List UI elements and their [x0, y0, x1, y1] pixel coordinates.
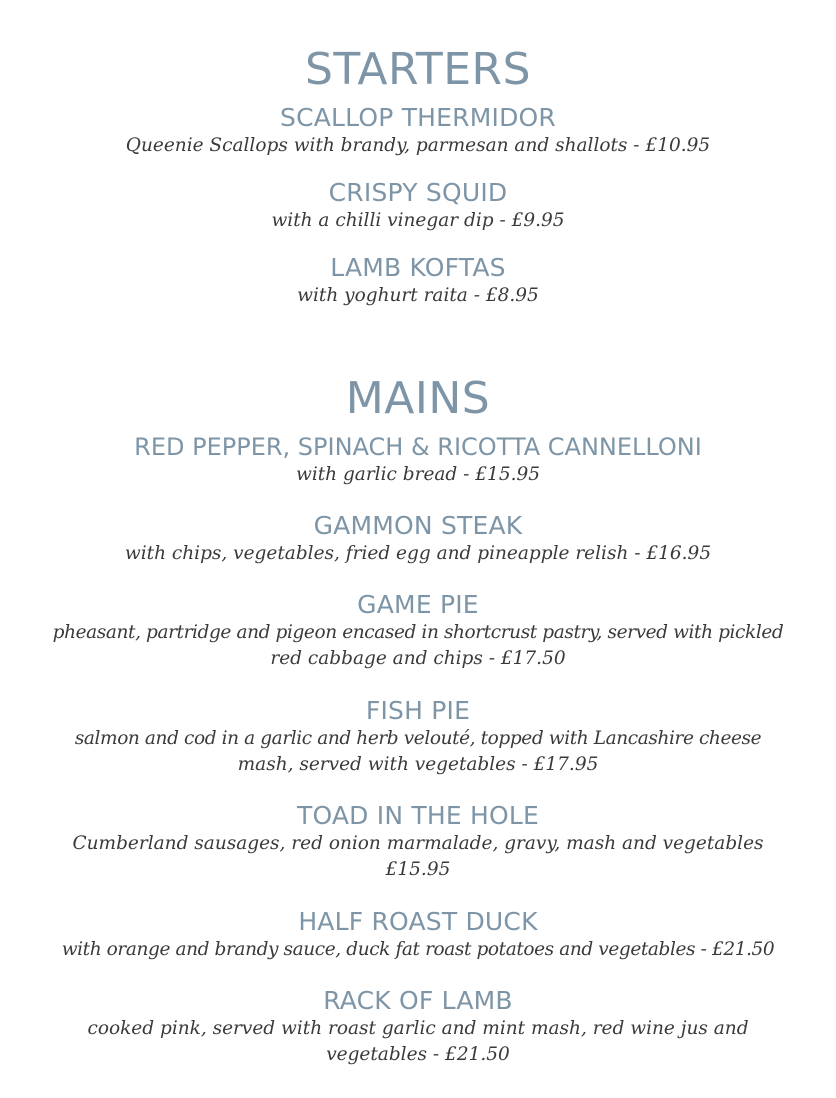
menu-item-description-line-1: salmon and cod in a garlic and herb velouté, topped with Lancashire cheese — [74, 728, 762, 749]
menu-item-lamb-koftas — [40, 253, 796, 309]
menu-item-name: RACK OF LAMB — [323, 986, 513, 1015]
menu-item-crispy-squid — [40, 178, 796, 234]
menu-item-description-line-2: £15.95 — [385, 859, 451, 880]
menu-item-name: GAME PIE — [357, 590, 479, 619]
menu-item-gammon-steak — [40, 511, 796, 567]
menu-item-game-pie — [40, 590, 796, 672]
menu-item-name: SCALLOP THERMIDOR — [280, 103, 556, 132]
menu-item-toad-in-the-hole — [40, 801, 796, 883]
menu-item-scallop-thermidor — [40, 103, 796, 159]
menu-item-name: LAMB KOFTAS — [330, 253, 506, 282]
menu-item-description-line-2: vegetables - £21.50 — [326, 1044, 510, 1065]
menu-item-fish-pie — [40, 696, 796, 778]
menu-item-description-line-2: red cabbage and chips - £17.50 — [270, 648, 566, 669]
menu-item-description: Queenie Scallops with brandy, parmesan and shallots - £10.95 — [125, 135, 711, 156]
menu-item-description-line-1: pheasant, partridge and pigeon encased in shortcrust pastry, served with pickled — [52, 622, 784, 643]
menu-item-description-line-1: Cumberland sausages, red onion marmalade, gravy, mash and vegetables — [72, 833, 764, 854]
menu-item-description: with orange and brandy sauce, duck fat roast potatoes and vegetables - £21.50 — [61, 939, 775, 960]
menu-item-description: with yoghurt raita - £8.95 — [297, 285, 539, 306]
menu-item-name: HALF ROAST DUCK — [298, 907, 538, 936]
menu-item-description: with garlic bread - £15.95 — [295, 464, 541, 485]
menu-item-cannelloni — [40, 432, 796, 488]
menu-item-description: with chips, vegetables, fried egg and pineapple relish - £16.95 — [124, 543, 712, 564]
menu-item-name: GAMMON STEAK — [313, 511, 523, 540]
menu-item-rack-of-lamb — [40, 986, 796, 1068]
menu-item-name: FISH PIE — [365, 696, 471, 725]
menu-item-half-roast-duck — [40, 907, 796, 963]
mains-heading: MAINS — [345, 373, 491, 424]
menu-item-description-line-1: cooked pink, served with roast garlic and mint mash, red wine jus and — [87, 1018, 749, 1039]
menu-item-name: CRISPY SQUID — [328, 178, 508, 207]
menu-item-name: TOAD IN THE HOLE — [296, 801, 540, 830]
menu-item-name: RED PEPPER, SPINACH & RICOTTA CANNELLONI — [134, 433, 702, 461]
starters-heading: STARTERS — [304, 44, 532, 95]
menu-item-description-line-2: mash, served with vegetables - £17.95 — [237, 754, 599, 775]
menu-item-description: with a chilli vinegar dip - £9.95 — [271, 210, 565, 231]
